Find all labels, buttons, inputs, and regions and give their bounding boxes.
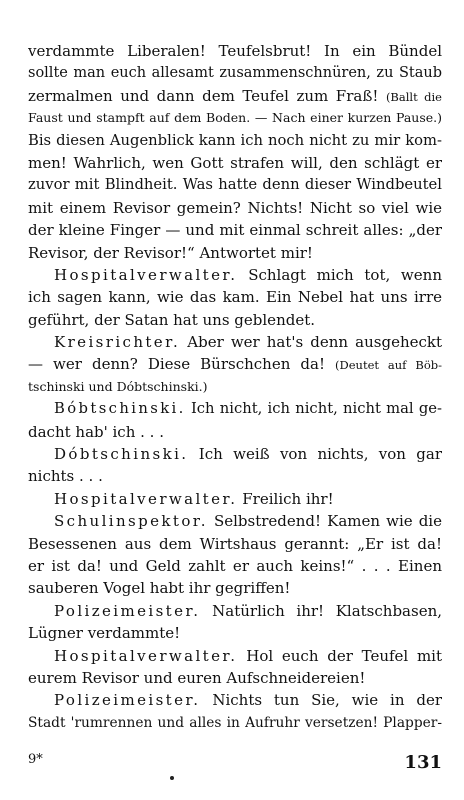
stage-direction-line: tschinski und Dóbtschinski.) (28, 378, 208, 394)
line-text: Ich nicht, ich nicht, nicht mal ge- (190, 400, 442, 418)
page-footer (28, 752, 442, 776)
line-text: zermalmen und dann dem Teufel zum Fraß! (28, 86, 379, 105)
speech-line (28, 331, 442, 353)
text-line: nichts . . . (28, 467, 103, 486)
stage-direction-line: Faust und stampft auf dem Boden. — Nach einer kurzen Pause.) (28, 110, 442, 126)
text-line (28, 353, 442, 375)
speech-line (28, 264, 442, 286)
line-text: Schlagt mich tot, wenn (248, 265, 442, 284)
speaker-name: Hospitalverwalter. (54, 489, 238, 508)
speech-line (28, 600, 442, 622)
line-text: — wer denn? Diese Bürschchen da! (28, 355, 325, 374)
line-text: Aber wer hat's denn ausgeheckt (187, 333, 442, 352)
text-line: men! Wahrlich, wen Gott strafen will, den schlägt er (28, 153, 442, 172)
speaker-name: Bóbtschinski. (54, 400, 186, 418)
speech-line (28, 398, 442, 420)
text-line: verdammte Liberalen! Teufelsbrut! In ein Bündel (28, 42, 442, 60)
speech-line (28, 645, 442, 667)
speaker-name: Hospitalverwalter. (54, 646, 238, 665)
text-line: mit einem Revisor gemein? Nichts! Nicht so viel wie (28, 198, 442, 217)
line-text: Selbstredend! Kamen wie die (213, 512, 442, 531)
text-line: der kleine Finger — und mit einmal schreit alles: „der (28, 221, 442, 240)
page-number: 131 (404, 752, 442, 773)
decorative-dot (170, 776, 174, 780)
text-line: dacht hab' ich . . . (28, 422, 164, 441)
line-text: Freilich ihr! (242, 489, 334, 508)
text-line (28, 85, 442, 107)
text-line: ich sagen kann, wie das kam. Ein Nebel hat uns irre (28, 288, 442, 307)
speaker-name: Kreisrichter. (54, 333, 181, 352)
text-line: eurem Revisor und euren Aufschneidereien! (28, 668, 366, 687)
speech-line (28, 510, 442, 532)
line-text: Nichts tun Sie, wie in der (212, 691, 442, 710)
stage-direction: (Ballt die (385, 89, 442, 104)
speaker-name: Polizeimeister. (54, 691, 201, 710)
text-line: zuvor mit Blindheit. Was hatte denn dieser Windbeutel (28, 176, 442, 194)
text-line: geführt, der Satan hat uns geblendet. (28, 310, 315, 329)
line-text: Natürlich ihr! Klatschbasen, (212, 601, 442, 620)
text-line: Bis diesen Augenblick kann ich noch nicht zu mir kom- (28, 131, 442, 149)
stage-direction: (Deutet auf Böb- (335, 358, 442, 373)
speaker-name: Dóbtschinski. (54, 445, 189, 464)
text-line: Revisor, der Revisor!“ Antwortet mir! (28, 243, 313, 262)
speaker-name: Hospitalverwalter. (54, 265, 238, 284)
text-line: Stadt 'rumrennen und alles in Aufruhr versetzen! Plapper- (28, 714, 442, 731)
speech-line (28, 488, 442, 510)
line-text: Ich weiß von nichts, von gar (198, 445, 442, 464)
speaker-name: Schulinspektor. (54, 512, 208, 531)
text-line: sollte man euch allesamt zusammenschnüren, zu Staub (28, 65, 442, 82)
sheet-signature: 9* (28, 752, 43, 767)
speech-line (28, 689, 442, 711)
line-text: Hol euch der Teufel mit (246, 646, 442, 665)
text-line: Lügner verdammte! (28, 624, 181, 643)
text-line: sauberen Vogel habt ihr gegriffen! (28, 579, 291, 598)
page-body (28, 40, 442, 734)
text-line: Besessenen aus dem Wirtshaus gerannt: „Er ist da! (28, 534, 442, 553)
text-line: er ist da! und Geld zahlt er auch keins!“ . . . Einen (28, 556, 442, 575)
speech-line (28, 443, 442, 465)
speaker-name: Polizeimeister. (54, 601, 201, 620)
